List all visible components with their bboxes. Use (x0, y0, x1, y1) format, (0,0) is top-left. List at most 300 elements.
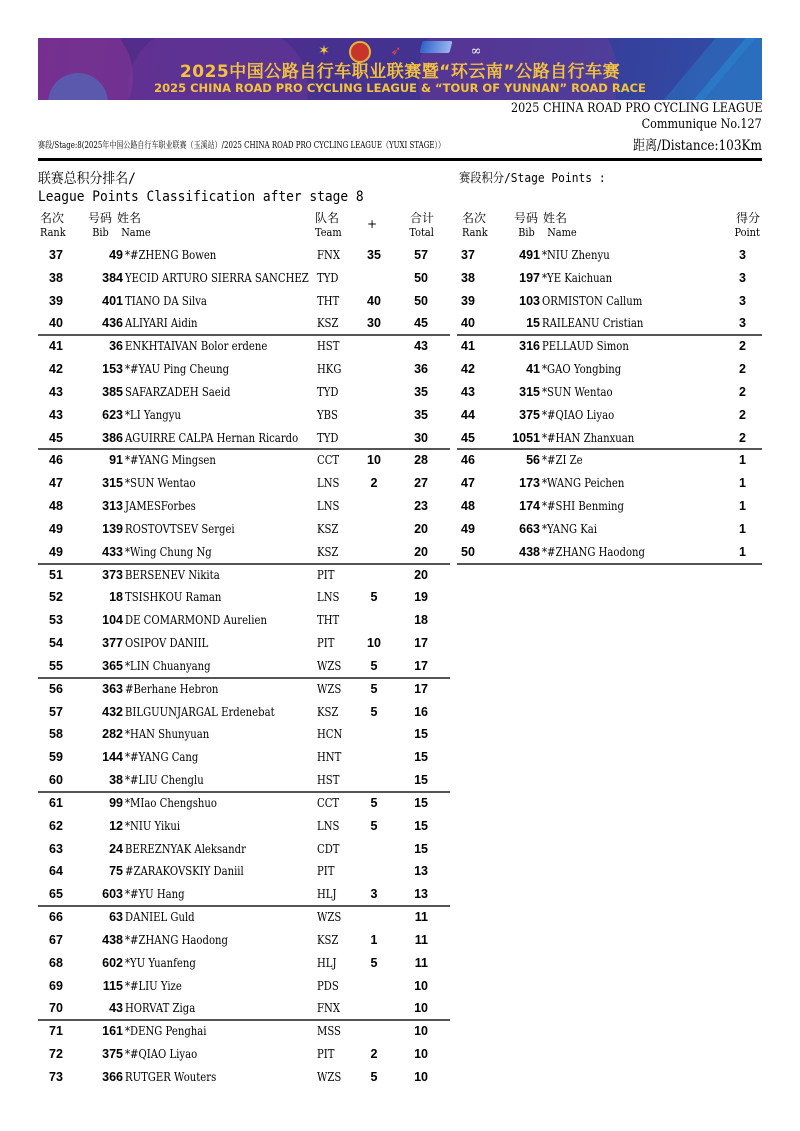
bib-cell: 401 (102, 293, 123, 308)
bib-cell: 197 (519, 270, 540, 285)
stage-col-rank-cn: 名次 (462, 211, 487, 225)
total-cell: 16 (414, 704, 428, 719)
bib-cell: 153 (102, 362, 123, 377)
name-cell: DANIEL Guld (125, 910, 195, 925)
total-cell: 17 (414, 681, 428, 696)
team-cell: KSZ (317, 544, 339, 559)
team-cell: PIT (317, 636, 335, 651)
bib-cell: 41 (526, 362, 540, 377)
plus-cell: 1 (370, 932, 378, 947)
plus-cell: 2 (370, 1047, 378, 1062)
total-cell: 36 (414, 362, 428, 377)
col-bib-cn: 号码 (88, 211, 113, 225)
bib-cell: 377 (102, 636, 123, 651)
table-row (38, 860, 450, 883)
bib-cell: 282 (102, 727, 123, 742)
bib-cell: 63 (109, 910, 123, 925)
bib-cell: 12 (109, 818, 123, 833)
rank-cell: 45 (49, 430, 63, 445)
team-cell: HST (317, 773, 340, 788)
col-total-cn: 合计 (409, 211, 434, 225)
rank-cell: 45 (461, 430, 475, 445)
rank-cell: 53 (49, 613, 63, 628)
plus-cell: 5 (370, 704, 378, 719)
total-cell: 15 (414, 795, 428, 810)
point-cell: 1 (739, 476, 746, 491)
col-team-header (315, 211, 346, 239)
table-row (38, 1066, 450, 1089)
bib-cell: 663 (519, 521, 540, 536)
name-cell: ROSTOVTSEV Sergei (125, 521, 235, 536)
team-cell: KSZ (317, 704, 339, 719)
rank-cell: 52 (49, 590, 63, 605)
name-cell: *#ZHANG Haodong (125, 932, 228, 947)
team-cell: WZS (317, 1069, 342, 1084)
team-cell: TYD (317, 384, 339, 399)
crpc-logo-icon (419, 41, 452, 53)
rank-cell: 44 (461, 407, 475, 422)
team-cell: KSZ (317, 521, 339, 536)
stage-col-name-en: Name (547, 225, 577, 239)
point-cell: 3 (739, 293, 746, 308)
col-total-header (405, 211, 434, 239)
table-row (457, 495, 762, 518)
plus-cell: 5 (370, 658, 378, 673)
rank-cell: 71 (49, 1024, 63, 1039)
name-cell: PELLAUD Simon (542, 339, 629, 354)
rank-cell: 39 (49, 293, 63, 308)
total-cell: 57 (414, 248, 428, 262)
rank-cell: 40 (461, 316, 475, 331)
team-cell: PIT (317, 567, 335, 582)
table-row (38, 815, 450, 838)
seal-logo-icon (349, 41, 371, 63)
total-cell: 18 (414, 613, 428, 628)
total-cell: 11 (414, 932, 428, 947)
point-cell: 2 (739, 362, 746, 377)
bib-cell: 173 (519, 476, 540, 491)
name-cell: *#YAU Ping Cheung (125, 362, 230, 377)
plus-cell: 10 (367, 453, 381, 468)
table-row (38, 312, 450, 335)
total-cell: 50 (414, 270, 428, 285)
bib-cell: 144 (102, 750, 123, 765)
bib-cell: 174 (519, 499, 540, 514)
table-row (38, 335, 450, 358)
team-cell: THT (317, 293, 340, 308)
total-cell: 10 (414, 1069, 428, 1084)
table-row (457, 541, 762, 564)
stage-col-point-cn: 得分 (735, 211, 760, 225)
name-cell: *WANG Peichen (542, 476, 625, 491)
total-cell: 20 (414, 544, 428, 559)
table-row (38, 290, 450, 313)
name-cell: OSIPOV DANIIL (125, 636, 209, 651)
team-cell: LNS (317, 499, 340, 514)
point-cell: 2 (739, 407, 746, 422)
bib-cell: 43 (109, 1001, 123, 1016)
table-row (457, 518, 762, 541)
name-cell: *#QIAO Liyao (542, 407, 615, 422)
total-cell: 35 (414, 384, 428, 399)
bib-cell: 436 (102, 316, 123, 331)
league-name: 2025 CHINA ROAD PRO CYCLING LEAGUE (510, 101, 762, 116)
bib-cell: 75 (109, 864, 123, 879)
col-name-en: Name (121, 225, 151, 239)
table-row (38, 564, 450, 587)
name-cell: #Berhane Hebron (125, 681, 219, 696)
table-row (38, 449, 450, 472)
name-cell: *#ZHENG Bowen (125, 248, 217, 262)
plus-cell: 35 (367, 248, 381, 262)
bib-cell: 432 (102, 704, 123, 719)
team-cell: HNT (317, 750, 342, 765)
rank-cell: 64 (49, 864, 63, 879)
plus-cell: 5 (370, 955, 378, 970)
rank-cell: 66 (49, 910, 63, 925)
total-cell: 19 (414, 590, 428, 605)
stage-col-bib-en: Bib (518, 225, 535, 239)
name-cell: *SUN Wentao (542, 384, 613, 399)
point-cell: 2 (739, 384, 746, 399)
table-row (38, 1043, 450, 1066)
rank-cell: 46 (49, 453, 63, 468)
rank-cell: 43 (461, 384, 475, 399)
rank-cell: 39 (461, 293, 475, 308)
total-cell: 15 (414, 818, 428, 833)
point-cell: 1 (739, 453, 746, 468)
bib-cell: 433 (102, 544, 123, 559)
table-row (38, 746, 450, 769)
rank-cell: 48 (461, 499, 475, 514)
table-row (38, 541, 450, 564)
name-cell: *YANG Kai (542, 521, 598, 536)
bib-cell: 316 (519, 339, 540, 354)
table-row (457, 244, 762, 267)
stage-col-bib-header (514, 211, 539, 239)
table-row (38, 427, 450, 450)
name-cell: *#ZHANG Haodong (542, 544, 645, 559)
name-cell: *YU Yuanfeng (125, 955, 196, 970)
name-cell: *LIN Chuanyang (125, 658, 211, 673)
name-cell: DE COMARMOND Aurelien (125, 613, 267, 628)
col-bib-header (88, 211, 113, 239)
table-row (38, 678, 450, 701)
table-row (38, 267, 450, 290)
team-cell: HLJ (317, 955, 337, 970)
team-cell: TYD (317, 270, 339, 285)
team-cell: CCT (317, 453, 340, 468)
plus-cell: 2 (370, 476, 378, 491)
table-row (457, 381, 762, 404)
stage-points-title: 赛段积分/Stage Points : (459, 170, 606, 185)
stage-col-point-en: Point (734, 225, 760, 239)
bib-cell: 384 (102, 270, 123, 285)
rank-cell: 56 (49, 681, 63, 696)
team-cell: PIT (317, 1047, 335, 1062)
table-row (38, 769, 450, 792)
table-row (38, 952, 450, 975)
name-cell: YECID ARTURO SIERRA SANCHEZ (125, 270, 309, 285)
team-cell: WZS (317, 658, 342, 673)
team-cell: PIT (317, 864, 335, 879)
name-cell: BEREZNYAK Aleksandr (125, 841, 246, 856)
table-row (457, 427, 762, 450)
col-rank-cn: 名次 (40, 211, 65, 225)
team-cell: MSS (317, 1024, 341, 1039)
total-cell: 10 (414, 1024, 428, 1039)
total-cell: 35 (414, 407, 428, 422)
team-cell: FNX (317, 248, 340, 262)
bib-cell: 161 (102, 1024, 123, 1039)
rank-cell: 41 (49, 339, 63, 354)
name-cell: SAFARZADEH Saeid (125, 384, 231, 399)
rank-cell: 57 (49, 704, 63, 719)
point-cell: 1 (739, 499, 746, 514)
bib-cell: 91 (109, 453, 123, 468)
table-row (38, 1020, 450, 1043)
rank-cell: 63 (49, 841, 63, 856)
stage-col-point-header (730, 211, 760, 239)
table-row (457, 312, 762, 335)
total-cell: 10 (414, 978, 428, 993)
rank-cell: 60 (49, 773, 63, 788)
name-cell: AGUIRRE CALPA Hernan Ricardo (125, 430, 299, 445)
table-row (38, 997, 450, 1020)
name-cell: *Wing Chung Ng (125, 544, 212, 559)
table-row (38, 586, 450, 609)
event-banner (38, 38, 762, 100)
name-cell: *#YU Hang (125, 887, 185, 902)
table-row (457, 472, 762, 495)
total-cell: 11 (414, 955, 428, 970)
rank-cell: 47 (49, 476, 63, 491)
team-cell: LNS (317, 818, 340, 833)
bib-cell: 24 (109, 841, 123, 856)
point-cell: 1 (739, 521, 746, 536)
rank-cell: 49 (49, 544, 63, 559)
total-cell: 10 (414, 1047, 428, 1062)
yunnan-logo-icon: ∞ (470, 43, 482, 59)
bib-cell: 438 (102, 932, 123, 947)
name-cell: BERSENEV Nikita (125, 567, 220, 582)
total-cell: 50 (414, 293, 428, 308)
bib-cell: 313 (102, 499, 123, 514)
rank-cell: 69 (49, 978, 63, 993)
table-row (38, 495, 450, 518)
bib-cell: 623 (102, 407, 123, 422)
rank-cell: 37 (49, 248, 63, 262)
table-row (457, 358, 762, 381)
col-total-en: Total (409, 225, 434, 239)
plus-cell: 30 (367, 316, 381, 331)
name-cell: *#LIU Chenglu (125, 773, 204, 788)
row-group-divider (457, 563, 762, 565)
table-row (457, 267, 762, 290)
rank-cell: 73 (49, 1069, 63, 1084)
total-cell: 13 (414, 864, 428, 879)
total-cell: 20 (414, 521, 428, 536)
table-row (457, 449, 762, 472)
table-row (38, 929, 450, 952)
header-divider (38, 158, 762, 161)
table-row (38, 358, 450, 381)
bib-cell: 373 (102, 567, 123, 582)
total-cell: 15 (414, 750, 428, 765)
stage-info: 赛段/Stage:8(2025年中国公路自行车职业联赛（玉溪站）/2025 CHINA ROAD PRO CYCLING LEAGUE（YUXI STAGE）） (38, 141, 445, 151)
bib-cell: 36 (109, 339, 123, 354)
name-cell: *MIao Chengshuo (125, 795, 217, 810)
rank-cell: 59 (49, 750, 63, 765)
bib-cell: 103 (519, 293, 540, 308)
rank-cell: 67 (49, 932, 63, 947)
name-cell: *LI Yangyu (125, 407, 181, 422)
rank-cell: 58 (49, 727, 63, 742)
table-row (38, 609, 450, 632)
name-cell: *HAN Shunyuan (125, 727, 210, 742)
name-cell: *#YANG Cang (125, 750, 199, 765)
bib-cell: 386 (102, 430, 123, 445)
table-row (38, 838, 450, 861)
table-row (38, 632, 450, 655)
team-cell: KSZ (317, 932, 339, 947)
rank-cell: 38 (49, 270, 63, 285)
name-cell: *DENG Penghai (125, 1024, 207, 1039)
rank-cell: 65 (49, 887, 63, 902)
team-cell: PDS (317, 978, 339, 993)
plus-cell: 5 (370, 681, 378, 696)
team-cell: TYD (317, 430, 339, 445)
rank-cell: 55 (49, 658, 63, 673)
rank-cell: 42 (49, 362, 63, 377)
col-name-cn: 姓名 (117, 211, 142, 225)
total-cell: 20 (414, 567, 428, 582)
table-row (38, 518, 450, 541)
rank-cell: 46 (461, 453, 475, 468)
table-row (38, 792, 450, 815)
name-cell: TIANO DA Silva (125, 293, 207, 308)
point-cell: 3 (739, 248, 746, 262)
bib-cell: 18 (109, 590, 123, 605)
col-plus-header: + (367, 217, 378, 231)
rank-cell: 51 (49, 567, 63, 582)
table-row (38, 244, 450, 267)
point-cell: 3 (739, 316, 746, 331)
team-cell: KSZ (317, 316, 339, 331)
total-cell: 17 (414, 636, 428, 651)
name-cell: TSISHKOU Raman (125, 590, 222, 605)
plus-cell: 40 (367, 293, 381, 308)
plus-cell: 10 (367, 636, 381, 651)
team-cell: HST (317, 339, 340, 354)
bib-cell: 315 (519, 384, 540, 399)
name-cell: *#HAN Zhanxuan (542, 430, 635, 445)
rank-cell: 72 (49, 1047, 63, 1062)
total-cell: 15 (414, 727, 428, 742)
plus-cell: 3 (370, 887, 378, 902)
team-cell: LNS (317, 476, 340, 491)
rank-cell: 38 (461, 270, 475, 285)
total-cell: 10 (414, 1001, 428, 1016)
name-cell: RUTGER Wouters (125, 1069, 217, 1084)
table-row (38, 906, 450, 929)
bib-cell: 365 (102, 658, 123, 673)
rank-cell: 54 (49, 636, 63, 651)
point-cell: 2 (739, 339, 746, 354)
rank-cell: 41 (461, 339, 475, 354)
bib-cell: 104 (102, 613, 123, 628)
bib-cell: 385 (102, 384, 123, 399)
name-cell: ALIYARI Aidin (125, 316, 198, 331)
name-cell: *#SHI Benming (542, 499, 624, 514)
rank-cell: 48 (49, 499, 63, 514)
name-cell: *#LIU Yize (125, 978, 182, 993)
name-cell: ENKHTAIVAN Bolor erdene (125, 339, 268, 354)
rank-cell: 49 (461, 521, 475, 536)
rank-cell: 62 (49, 818, 63, 833)
rank-cell: 47 (461, 476, 475, 491)
team-cell: CCT (317, 795, 340, 810)
name-cell: *YE Kaichuan (542, 270, 613, 285)
plus-cell: 5 (370, 795, 378, 810)
total-cell: 43 (414, 339, 428, 354)
team-cell: THT (317, 613, 340, 628)
col-rank-header (40, 211, 70, 239)
col-team-cn: 队名 (315, 211, 340, 225)
communique-number: Communique No.127 (641, 117, 762, 132)
rank-cell: 43 (49, 384, 63, 399)
name-cell: HORVAT Ziga (125, 1001, 196, 1016)
bib-cell: 99 (109, 795, 123, 810)
distance-info: 距离/Distance:103Km (633, 138, 762, 154)
table-row (38, 381, 450, 404)
name-cell: #ZARAKOVSKIY Daniil (125, 864, 244, 879)
bib-cell: 49 (109, 248, 123, 262)
bib-cell: 1051 (512, 430, 540, 445)
rank-cell: 50 (461, 544, 475, 559)
team-cell: HKG (317, 362, 342, 377)
bib-cell: 139 (102, 521, 123, 536)
total-cell: 27 (414, 476, 428, 491)
bib-cell: 315 (102, 476, 123, 491)
stage-col-name-cn: 姓名 (543, 211, 568, 225)
team-cell: WZS (317, 910, 342, 925)
bib-cell: 56 (526, 453, 540, 468)
table-row (38, 975, 450, 998)
bib-cell: 363 (102, 681, 123, 696)
team-cell: CDT (317, 841, 340, 856)
rank-cell: 43 (49, 407, 63, 422)
table-row (38, 883, 450, 906)
team-cell: HLJ (317, 887, 337, 902)
rank-cell: 49 (49, 521, 63, 536)
table-row (38, 404, 450, 427)
name-cell: JAMESForbes (125, 499, 196, 514)
bib-cell: 603 (102, 887, 123, 902)
name-cell: ORMISTON Callum (542, 293, 643, 308)
table-row (457, 335, 762, 358)
table-row (457, 290, 762, 313)
table-row (457, 404, 762, 427)
name-cell: *#QIAO Liyao (125, 1047, 198, 1062)
team-cell: FNX (317, 1001, 340, 1016)
plus-cell: 5 (370, 590, 378, 605)
total-cell: 13 (414, 887, 428, 902)
bike-logo-icon: ➶ (390, 43, 402, 59)
name-cell: *NIU Zhenyu (542, 248, 610, 262)
point-cell: 3 (739, 270, 746, 285)
team-cell: YBS (317, 407, 338, 422)
